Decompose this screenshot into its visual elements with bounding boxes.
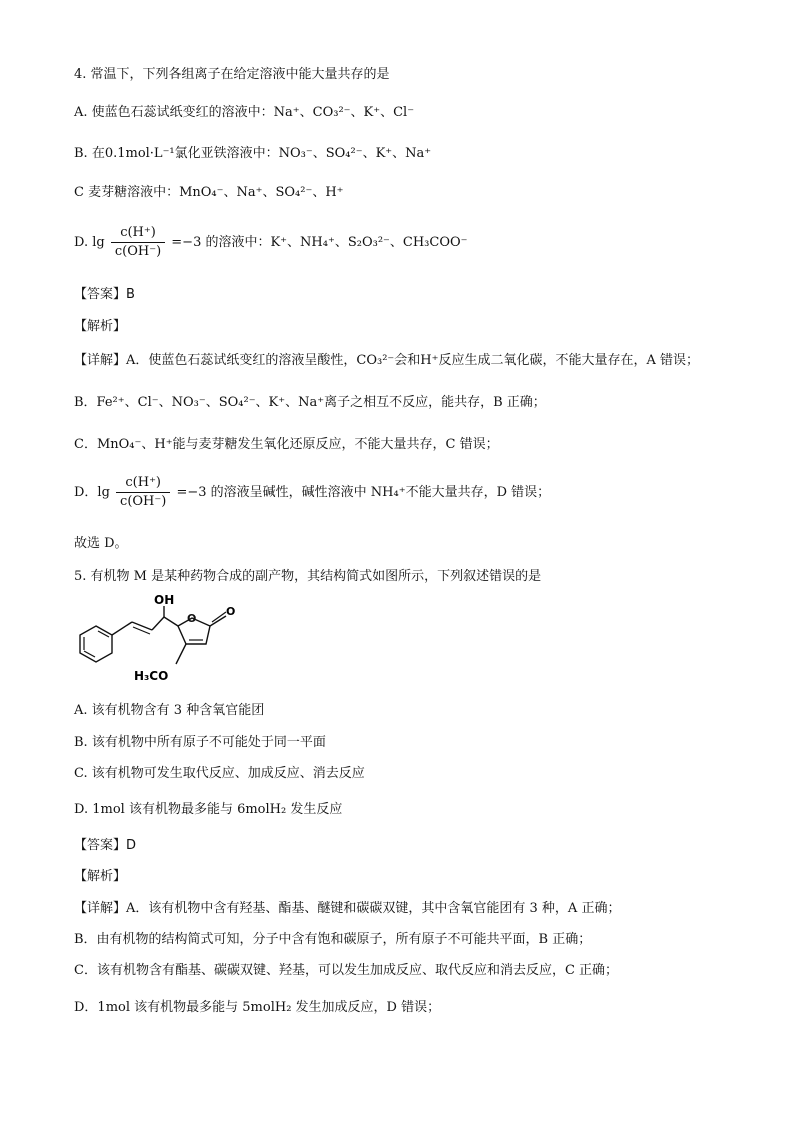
struct-oh-label: OH — [154, 593, 175, 607]
q4-option-d-suffix: =−3 的溶液中：K⁺、NH₄⁺、S₂O₃²⁻、CH₃COO⁻ — [171, 235, 468, 250]
q4-conclusion: 故选 D。 — [74, 536, 128, 551]
q4-detail-d — [74, 474, 550, 511]
q4-detail-d-fraction — [116, 474, 170, 511]
q5-option-b: B. 该有机物中所有原子不可能处于同一平面 — [74, 735, 326, 750]
vinyl-bond — [132, 622, 152, 630]
bond-methoxy — [176, 644, 186, 664]
q4-option-d-prefix: D. lg — [74, 235, 105, 250]
struct-h3co-label: H₃CO — [134, 669, 169, 683]
struct-carbonyl-o-label: O — [226, 605, 236, 618]
bond-ring-vinyl — [112, 622, 132, 635]
q4-option-a: A. 使蓝色石蕊试纸变红的溶液中：Na⁺、CO₃²⁻、K⁺、Cl⁻ — [74, 105, 415, 120]
q4-option-d — [74, 224, 468, 261]
bond-vinyl-carbinol — [152, 617, 164, 630]
q4-option-d-numerator: c(H⁺) — [111, 224, 165, 243]
q4-detail-d-suffix: =−3 的溶液呈碱性，碱性溶液中 NH₄⁺不能大量共存，D 错误； — [176, 485, 551, 500]
q4-analysis-label: 【解析】 — [74, 319, 127, 334]
q5-analysis-label: 【解析】 — [74, 869, 127, 884]
q4-option-b: B. 在0.1mol·L⁻¹氯化亚铁溶液中：NO₃⁻、SO₄²⁻、K⁺、Na⁺ — [74, 146, 432, 161]
q4-answer: 【答案】B — [74, 287, 135, 302]
q5-option-a: A. 该有机物含有 3 种含氧官能团 — [74, 703, 265, 718]
q5-detail-d: D．1mol 该有机物最多能与 5molH₂ 发生加成反应，D 错误； — [74, 1000, 441, 1015]
q4-detail-d-denominator: c(OH⁻) — [120, 494, 167, 509]
q4-detail-d-prefix: D．lg — [74, 485, 110, 500]
benzene-ring — [80, 626, 112, 662]
structure-diagram — [74, 592, 274, 692]
q4-detail-a: 【详解】A．使蓝色石蕊试纸变红的溶液呈酸性，CO₃²⁻会和H⁺反应生成二氧化碳，不能大量存在，A 错误； — [74, 353, 699, 368]
q4-option-d-denominator: c(OH⁻) — [114, 244, 162, 259]
q4-detail-d-numerator: c(H⁺) — [116, 474, 170, 493]
q5-option-d: D. 1mol 该有机物最多能与 6molH₂ 发生反应 — [74, 802, 343, 817]
q5-detail-c: C．该有机物含有酯基、碳碳双键、羟基，可以发生加成反应、取代反应和消去反应，C 正确； — [74, 963, 619, 978]
q4-option-c: C 麦芽糖溶液中：MnO₄⁻、Na⁺、SO₄²⁻、H⁺ — [74, 185, 344, 200]
q5-option-c: C. 该有机物可发生取代反应、加成反应、消去反应 — [74, 766, 365, 781]
q5-answer: 【答案】D — [74, 838, 137, 853]
q4-detail-b: B．Fe²⁺、Cl⁻、NO₃⁻、SO₄²⁻、K⁺、Na⁺离子之相互不反应，能共存，B 正确； — [74, 395, 546, 410]
q5-stem: 5. 有机物 M 是某种药物合成的副产物，其结构简式如图所示，下列叙述错误的是 — [74, 569, 542, 584]
q4-stem: 4. 常温下，下列各组离子在给定溶液中能大量共存的是 — [74, 67, 390, 82]
struct-ring-o-label: O — [187, 612, 197, 625]
q4-option-d-fraction — [111, 224, 165, 261]
q5-detail-b: B．由有机物的结构简式可知，分子中含有饱和碳原子，所有原子不可能共平面，B 正确； — [74, 932, 592, 947]
bond-carbinol-ring — [164, 617, 178, 626]
q4-detail-c: C．MnO₄⁻、H⁺能与麦芽糖发生氧化还原反应，不能大量共存，C 错误； — [74, 437, 499, 452]
q5-detail-a: 【详解】A．该有机物中含有羟基、酯基、醚键和碳碳双键，其中含氧官能团有 3 种，A 正确； — [74, 901, 621, 916]
